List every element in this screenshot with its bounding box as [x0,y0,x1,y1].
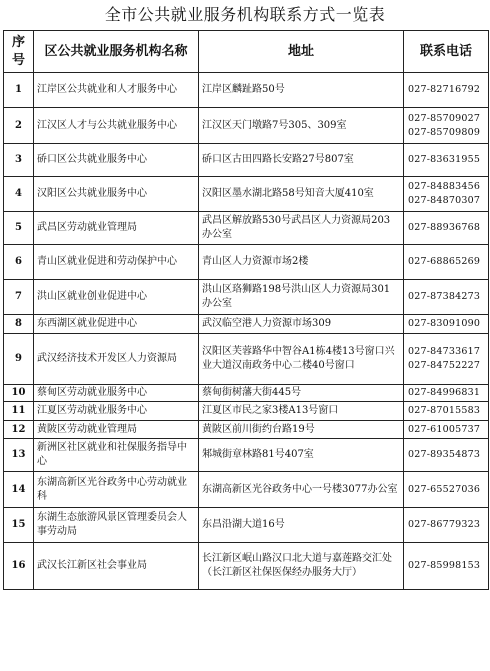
phone-number: 027-87384273 [408,291,481,302]
row-phone [404,543,489,590]
phone-number: 027-82716792 [408,84,481,95]
row-phone [404,402,489,421]
row-phone [404,334,489,385]
row-address: 武昌区解放路530号武昌区人力资源局203办公室 [199,212,404,245]
row-address: 江岸区麟趾路50号 [199,73,404,108]
phone-number: 027-84870307 [408,195,481,206]
row-agency-name: 江汉区人才与公共就业服务中心 [34,108,199,144]
phone-number: 027-84883456 [408,181,481,192]
table-row [4,472,489,508]
table-row [4,385,489,402]
row-phone [404,108,489,144]
row-phone [404,508,489,543]
phone-number: 027-68865269 [408,256,481,267]
row-agency-name: 硚口区公共就业服务中心 [34,144,199,177]
row-seq: 11 [4,402,34,421]
row-phone [404,177,489,212]
row-phone [404,245,489,280]
table-row [4,334,489,385]
row-address: 长江新区岷山路汉口北大道与嘉莲路交汇处（长江新区社保医保经办服务大厅） [199,543,404,590]
contact-table [3,30,489,590]
table-row [4,177,489,212]
row-agency-name: 新洲区社区就业和社保服务指导中心 [34,439,199,472]
row-seq: 9 [4,334,34,385]
row-address: 洪山区珞狮路198号洪山区人力资源局301办公室 [199,280,404,315]
table-body [4,73,489,590]
header-address: 地址 [199,31,404,73]
row-phone [404,385,489,402]
row-address: 邾城街章林路81号407室 [199,439,404,472]
row-address: 黄陂区前川街约台路19号 [199,421,404,439]
phone-number: 027-85709809 [408,126,481,138]
row-agency-name: 武昌区劳动就业管理局 [34,212,199,245]
row-seq: 14 [4,472,34,508]
row-agency-name: 汉阳区公共就业服务中心 [34,177,199,212]
table-header-row [4,31,489,73]
row-phone [404,73,489,108]
table-row [4,245,489,280]
header-phone: 联系电话 [404,31,489,73]
table-row [4,73,489,108]
row-address: 江汉区天门墩路7号305、309室 [199,108,404,144]
row-seq: 3 [4,144,34,177]
row-seq: 15 [4,508,34,543]
row-phone [404,315,489,334]
phone-number: 027-85998153 [408,560,481,571]
row-address: 武汉临空港人力资源市场309 [199,315,404,334]
document-title: 全市公共就业服务机构联系方式一览表 [104,5,386,24]
table-row [4,508,489,543]
phone-number: 027-84752227 [408,360,481,371]
row-seq: 6 [4,245,34,280]
row-agency-name: 江岸区公共就业和人才服务中心 [34,73,199,108]
table-row [4,439,489,472]
phone-number: 027-61005737 [408,423,481,435]
phone-number: 027-88936768 [408,222,481,233]
row-phone [404,280,489,315]
table-row [4,543,489,590]
phone-number: 027-84996831 [408,387,481,398]
row-agency-name: 黄陂区劳动就业管理局 [34,421,199,439]
table-row [4,402,489,421]
phone-number: 027-83631955 [408,154,481,165]
row-agency-name: 蔡甸区劳动就业服务中心 [34,385,199,402]
row-address: 东昌沿湖大道16号 [199,508,404,543]
row-address: 硚口区古田四路长安路27号807室 [199,144,404,177]
row-seq: 5 [4,212,34,245]
row-phone [404,421,489,439]
row-agency-name: 武汉长江新区社会事业局 [34,543,199,590]
row-agency-name: 洪山区就业创业促进中心 [34,280,199,315]
table-row [4,280,489,315]
row-seq: 8 [4,315,34,334]
row-address: 汉阳区芙蓉路华中智谷A1栋4楼13号窗口兴业大道汉南政务中心二楼40号窗口 [199,334,404,385]
table-row [4,144,489,177]
table-row [4,212,489,245]
row-seq: 4 [4,177,34,212]
row-agency-name: 武汉经济技术开发区人力资源局 [34,334,199,385]
row-agency-name: 东湖生态旅游风景区管理委员会人事劳动局 [34,508,199,543]
row-seq: 10 [4,385,34,402]
row-agency-name: 江夏区劳动就业服务中心 [34,402,199,421]
phone-number: 027-86779323 [408,519,481,530]
row-address: 蔡甸街树藩大街445号 [199,385,404,402]
row-seq: 16 [4,543,34,590]
table-row [4,315,489,334]
row-phone [404,439,489,472]
row-seq: 12 [4,421,34,439]
row-phone [404,472,489,508]
row-address: 东湖高新区光谷政务中心一号楼3077办公室 [199,472,404,508]
row-agency-name: 东西湖区就业促进中心 [34,315,199,334]
table-row [4,108,489,144]
row-seq: 2 [4,108,34,144]
row-seq: 13 [4,439,34,472]
row-seq: 1 [4,73,34,108]
phone-number: 027-85709027 [408,112,481,124]
row-agency-name: 东湖高新区光谷政务中心劳动就业科 [34,472,199,508]
phone-number: 027-83091090 [408,318,481,329]
phone-number: 027-84733617 [408,346,481,357]
header-seq: 序号 [4,31,34,73]
table-row [4,421,489,439]
row-phone [404,144,489,177]
phone-number: 027-87015583 [408,405,481,416]
row-address: 汉阳区墨水湖北路58号知音大厦410室 [199,177,404,212]
header-name: 区公共就业服务机构名称 [34,31,199,73]
row-agency-name: 青山区就业促进和劳动保护中心 [34,245,199,280]
row-address: 江夏区市民之家3楼A13号窗口 [199,402,404,421]
phone-number: 027-65527036 [408,483,481,495]
row-seq: 7 [4,280,34,315]
phone-number: 027-89354873 [408,449,481,460]
row-phone [404,212,489,245]
row-address: 青山区人力资源市场2楼 [199,245,404,280]
